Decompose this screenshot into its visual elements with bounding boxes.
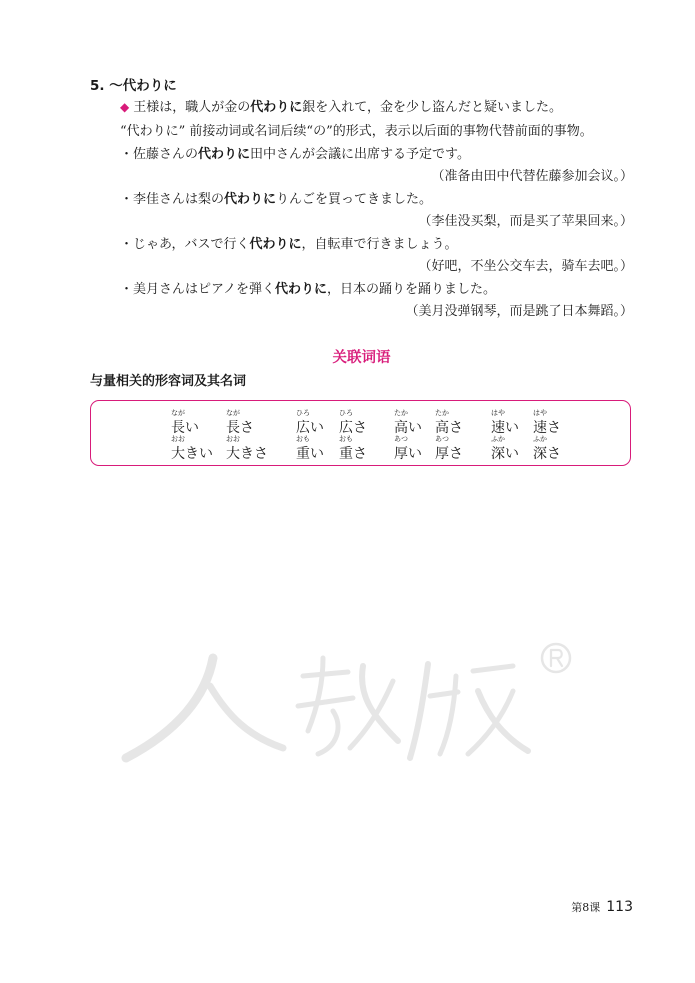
translation-2: （李佳没买梨，而是买了苹果回来。） <box>418 214 633 229</box>
vocab-reading: ひろ <box>296 409 310 417</box>
sentence-pre: ・じゃあ，バスで行く <box>120 237 250 252</box>
vocab-kanji: 重い <box>296 446 324 462</box>
vocab-reading: はや <box>533 409 547 417</box>
vocab-reading: おお <box>171 435 185 443</box>
vocab-reading: はや <box>491 409 505 417</box>
vocab-reading: ふか <box>491 435 505 443</box>
vocab-kanji: 厚さ <box>435 446 463 462</box>
vocab-reading: おも <box>296 435 310 443</box>
publisher-watermark-logo <box>118 636 578 766</box>
explanation: “代わりに” 前接动词或名词后续“の”的形式，表示以后面的事物代替前面的事物。 <box>120 124 593 139</box>
sentence-key: 代わりに <box>198 147 251 162</box>
vocab-kanji: 深さ <box>533 446 561 462</box>
vocab-kanji: 高さ <box>435 420 463 436</box>
sentence-4 <box>120 278 496 297</box>
vocab-reading: たか <box>394 409 408 417</box>
page-footer <box>571 896 633 915</box>
vocab-reading: おも <box>339 435 353 443</box>
vocab-kanji: 深い <box>491 446 519 462</box>
sentence-2 <box>120 188 432 207</box>
vocab-kanji: 大きい <box>171 446 213 462</box>
translation-3: （好吧，不坐公交车去，骑车去吧。） <box>418 259 633 274</box>
related-heading: 关联词语 <box>332 350 391 366</box>
sentence-post: りんごを買ってきました。 <box>276 192 433 207</box>
sentence-pre: ・美月さんはピアノを弾く <box>120 282 275 297</box>
vocab-word <box>435 435 463 463</box>
vocab-word <box>296 435 324 463</box>
sentence-1 <box>120 143 470 162</box>
sentence-pre: ・佐藤さんの <box>120 147 199 162</box>
sentence-key: 代わりに <box>249 237 302 252</box>
translation-4: （美月没弹钢琴，而是跳了日本舞蹈。） <box>405 304 633 319</box>
related-subheading: 与量相关的形容词及其名词 <box>90 374 247 389</box>
vocab-kanji: 重さ <box>339 446 367 462</box>
vocab-reading: ひろ <box>339 409 353 417</box>
vocab-word <box>339 435 367 463</box>
vocab-word <box>533 435 561 463</box>
lesson-label: 第8课 <box>571 901 601 914</box>
vocab-kanji: 速い <box>491 420 519 436</box>
vocab-reading: ふか <box>533 435 547 443</box>
example-pre: 王様は，職人が金の <box>133 100 251 115</box>
vocab-word <box>394 435 422 463</box>
vocab-kanji: 速さ <box>533 420 561 436</box>
vocab-reading: あつ <box>394 435 408 443</box>
diamond-bullet-icon: ◆ <box>120 100 130 114</box>
sentence-post: ，自転車で行きましょう。 <box>301 237 458 252</box>
vocab-kanji: 広さ <box>339 420 367 436</box>
vocab-kanji: 長さ <box>226 420 254 436</box>
sentence-key: 代わりに <box>224 192 277 207</box>
vocab-kanji: 高い <box>394 420 422 436</box>
sentence-3 <box>120 233 458 252</box>
vocab-reading: おお <box>226 435 240 443</box>
page-number: 113 <box>606 899 633 915</box>
vocab-word <box>491 435 519 463</box>
section-title: 5. ～代わりに <box>90 78 177 94</box>
vocab-kanji: 広い <box>296 420 324 436</box>
vocab-kanji: 厚い <box>394 446 422 462</box>
example-key: 代わりに <box>250 100 303 115</box>
vocab-kanji: 長い <box>171 420 199 436</box>
sentence-pre: ・李佳さんは梨の <box>120 192 225 207</box>
vocab-reading: なが <box>171 409 185 417</box>
sentence-post: ，日本の踊りを踊りました。 <box>326 282 496 297</box>
example-sentence <box>120 96 562 115</box>
vocab-word <box>226 435 268 463</box>
vocab-reading: なが <box>226 409 240 417</box>
vocabulary-box <box>90 400 631 466</box>
translation-1: （准备由田中代替佐藤参加会议。） <box>431 169 633 184</box>
vocab-kanji: 大きさ <box>226 446 268 462</box>
vocab-word <box>171 435 213 463</box>
vocab-reading: あつ <box>435 435 449 443</box>
sentence-post: 田中さんが会議に出席する予定です。 <box>250 147 470 162</box>
example-post: 銀を入れて，金を少し盗んだと疑いました。 <box>302 100 563 115</box>
sentence-key: 代わりに <box>274 282 327 297</box>
vocab-reading: たか <box>435 409 449 417</box>
